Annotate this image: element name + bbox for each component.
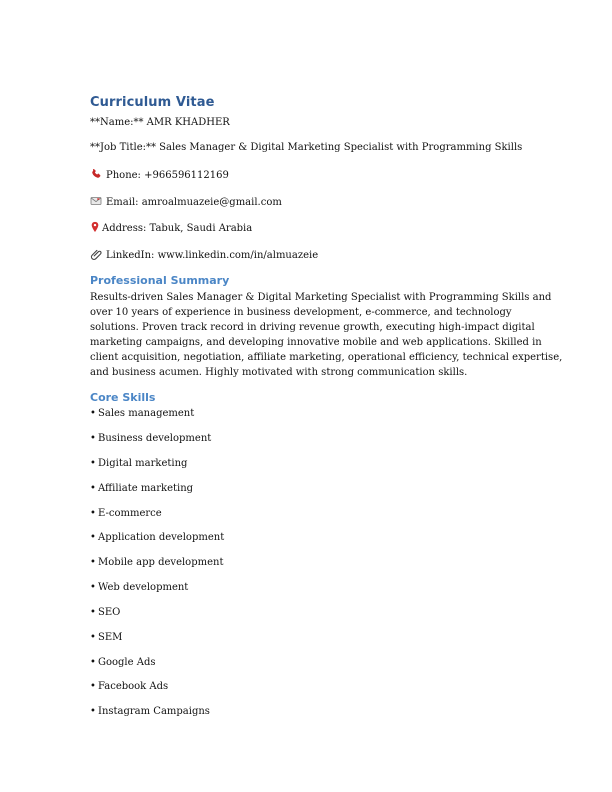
summary-line: and business acumen. Highly motivated with strong communication skills. [90,367,468,378]
bullet-icon: • [90,657,96,668]
bullet-icon: • [90,508,96,519]
paperclip-icon [90,248,102,260]
summary-line: Results-driven Sales Manager & Digital Marketing Specialist with Programming Skills and [90,292,552,303]
skill-item [90,632,122,644]
email-icon [90,195,102,207]
skill-item [90,458,187,470]
professional-summary-title: Professional Summary [90,274,230,287]
core-skills-title: Core Skills [90,391,156,404]
location-pin-icon [90,221,100,233]
bullet-icon: • [90,582,96,593]
address-label: Address: [102,223,150,234]
skill-text: Application development [98,532,225,543]
bullet-icon: • [90,681,96,692]
name-line [90,117,230,129]
skill-text: SEM [98,632,123,643]
bullet-icon: • [90,532,96,543]
address-value: Tabuk, Saudi Arabia [149,223,253,234]
skill-text: Affiliate marketing [98,483,194,494]
job-title-label: **Job Title:** [90,142,160,153]
skill-item [90,681,168,693]
bullet-icon: • [90,408,96,419]
professional-summary-text [90,290,563,380]
email-value: amroalmuazeie@gmail.com [141,197,282,208]
skill-text: SEO [98,607,121,618]
skill-text: Instagram Campaigns [98,706,210,717]
summary-line: marketing campaigns, and developing innovative mobile and web applications. Skilled in [90,337,542,348]
name-label: **Name:** [90,117,147,128]
skill-item [90,508,162,520]
skill-item [90,607,120,619]
skill-text: Business development [98,433,212,444]
bullet-icon: • [90,433,96,444]
phone-icon [90,168,102,180]
skill-item [90,657,155,669]
bullet-icon: • [90,706,96,717]
skill-item [90,706,210,718]
skill-item [90,433,211,445]
skill-item [90,557,223,569]
phone-line [90,168,229,182]
skill-item [90,532,224,544]
bullet-icon: • [90,483,96,494]
summary-line: client acquisition, negotiation, affiliate marketing, operational efficiency, technical expertise, [90,352,563,363]
address-line [90,221,252,235]
skill-text: Mobile app development [98,557,224,568]
summary-line: solutions. Proven track record in driving revenue growth, executing high-impact digital [90,322,535,333]
skill-text: Sales management [98,408,195,419]
name-value: AMR KHADHER [146,117,230,128]
job-title-line [90,142,522,154]
skill-item [90,483,193,495]
bullet-icon: • [90,458,96,469]
job-title-value: Sales Manager & Digital Marketing Specialist with Programming Skills [159,142,523,153]
bullet-icon: • [90,607,96,618]
skill-item [90,582,188,594]
email-line [90,195,282,209]
linkedin-value: www.linkedin.com/in/almuazeie [157,250,319,261]
document-title: Curriculum Vitae [90,95,215,110]
bullet-icon: • [90,632,96,643]
linkedin-label: LinkedIn: [106,250,158,261]
skill-text: Digital marketing [98,458,188,469]
phone-label: Phone: [106,170,145,181]
skill-item [90,408,194,420]
linkedin-line [90,248,318,262]
skill-text: E-commerce [98,508,162,519]
skill-text: Google Ads [98,657,156,668]
email-label: Email: [106,197,142,208]
skill-text: Web development [98,582,189,593]
bullet-icon: • [90,557,96,568]
skill-text: Facebook Ads [98,681,169,692]
summary-line: over 10 years of experience in business development, e-commerce, and technology [90,307,512,318]
phone-value: +966596112169 [144,170,229,181]
